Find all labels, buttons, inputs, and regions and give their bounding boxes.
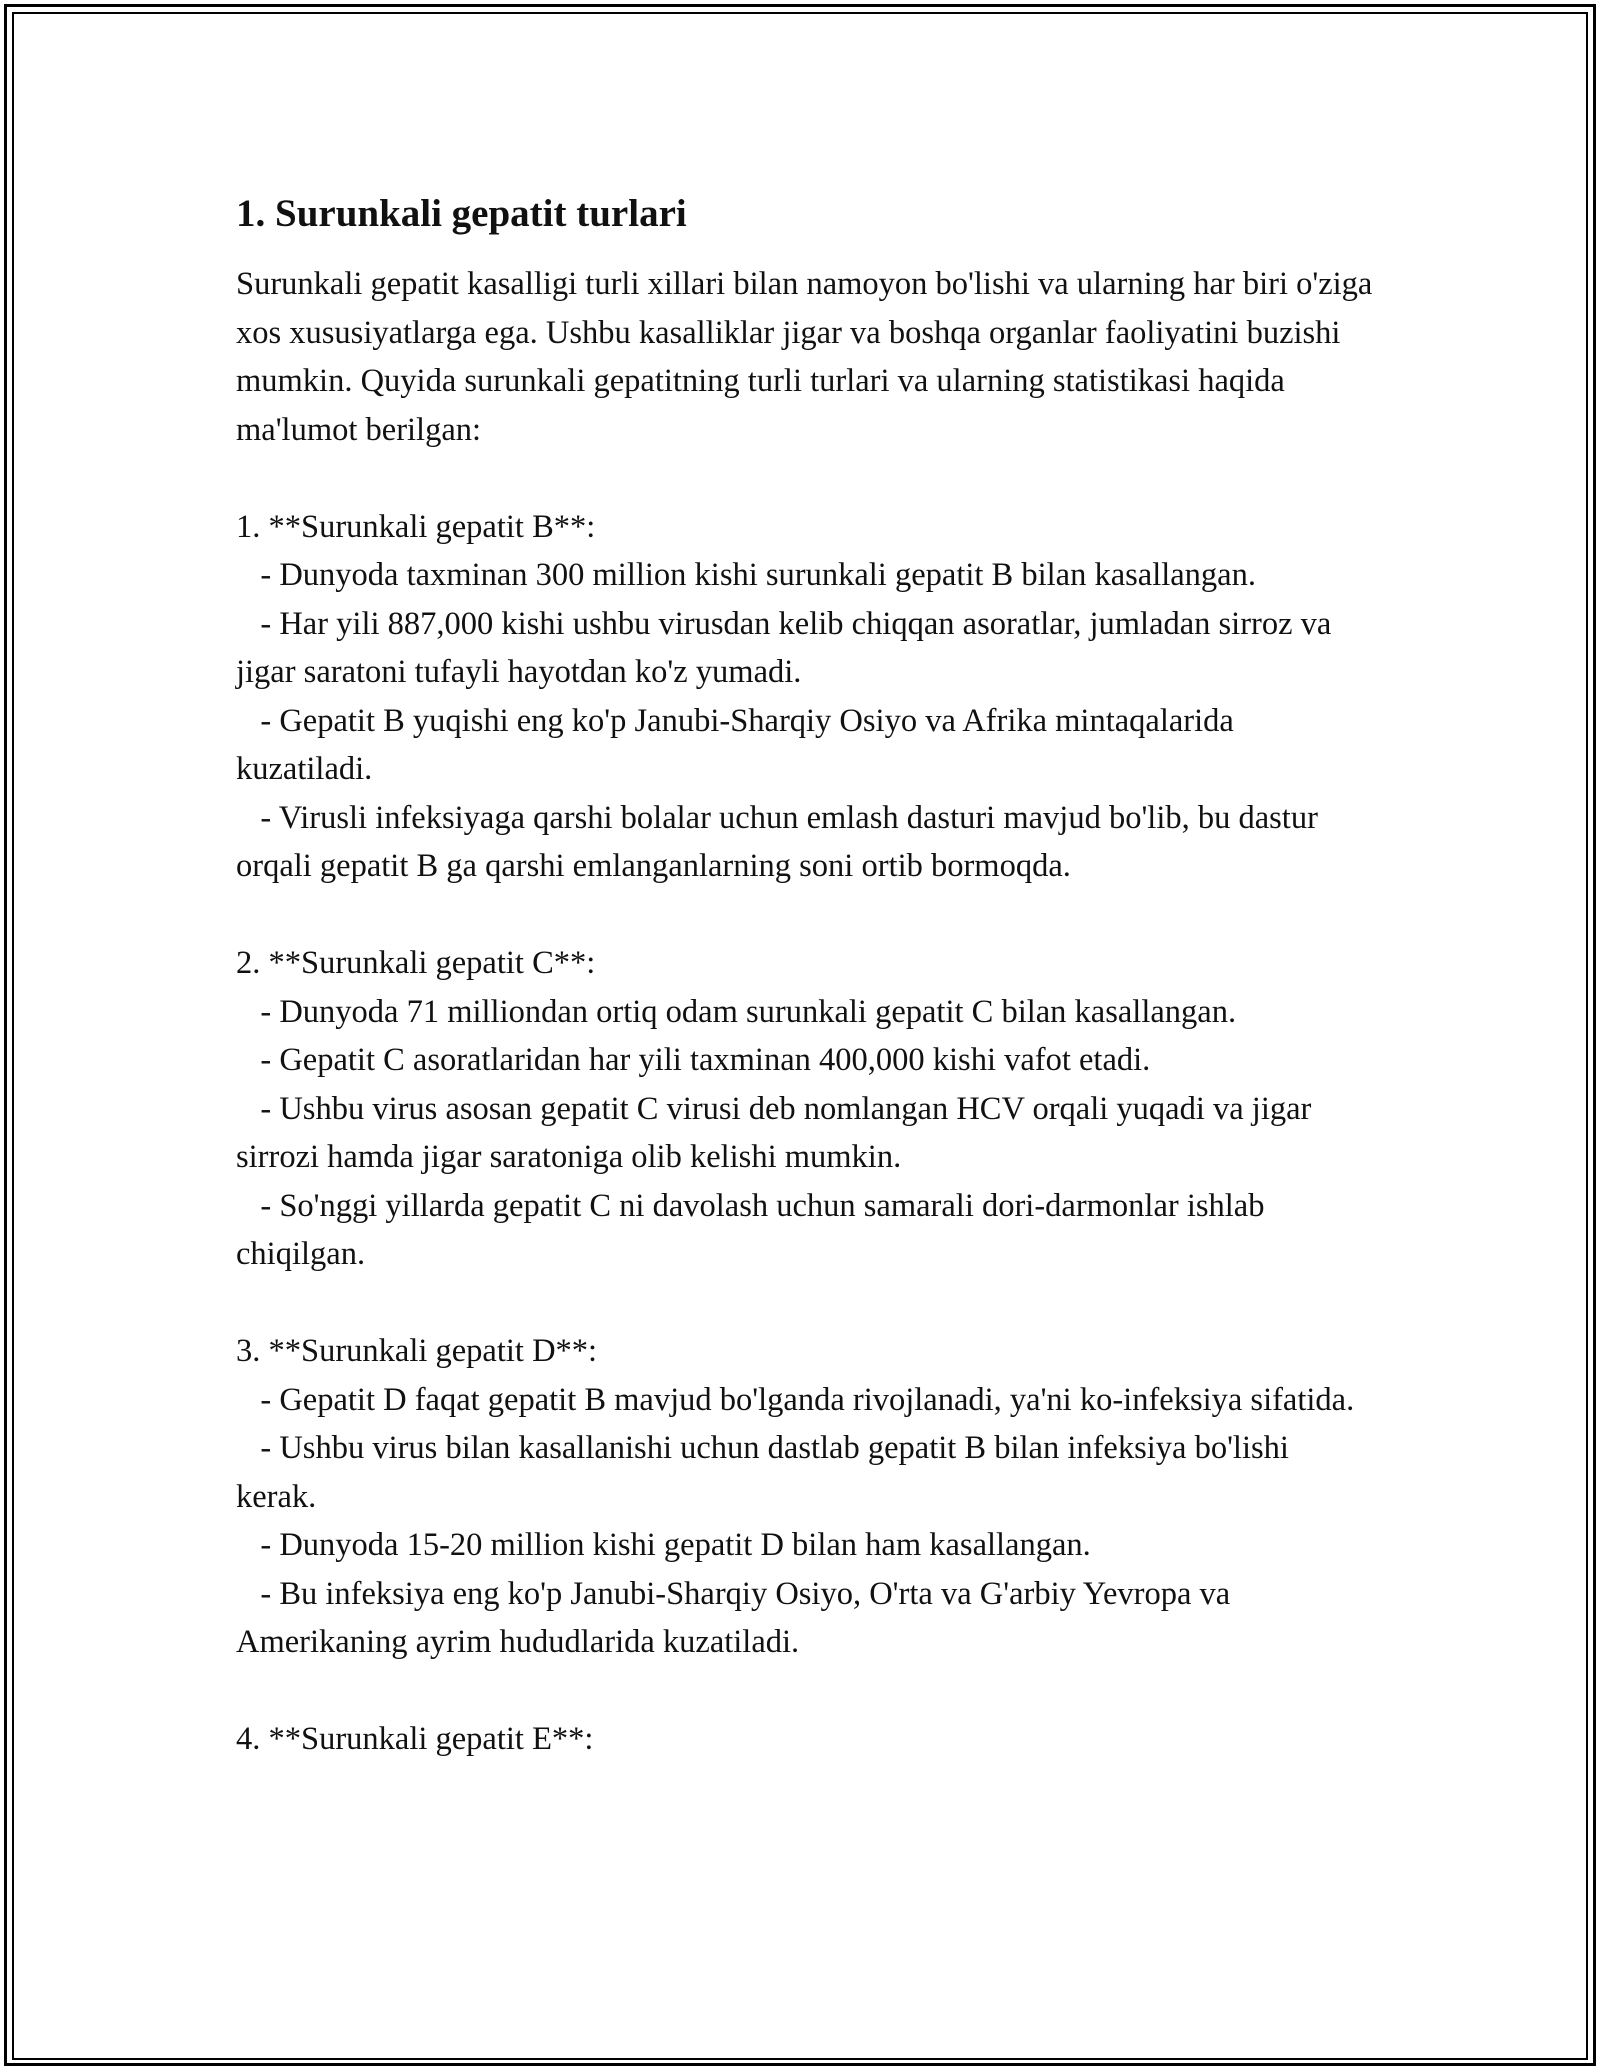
section-title: 1. **Surunkali gepatit B**: [236, 508, 596, 545]
document-page [236, 186, 1381, 1764]
section-hepatitis-d [236, 1327, 1376, 1667]
intro-paragraph: Surunkali gepatit kasalligi turli xillari bilan namoyon bo'lishi va ularning har biri o'ziga xos xususiyatlarga ega. Ushbu kasalliklar jigar va boshqa organlar faoliyatini buzishi mumkin. Quyida surunkali gepatitning turli turlari va ularning statistikasi haqida ma'lumot berilgan: [236, 266, 1381, 448]
section-hepatitis-b [236, 503, 1376, 891]
list-item: - Dunyoda 71 milliondan ortiq odam surunkali gepatit C bilan kasallangan. [236, 993, 1237, 1030]
list-item: - Har yili 887,000 kishi ushbu virusdan kelib chiqqan asoratlar, jumladan sirroz va jigar saratoni tufayli hayotdan ko'z yumadi. [236, 605, 1340, 690]
section-title: 3. **Surunkali gepatit D**: [236, 1333, 598, 1369]
list-item: - Ushbu virus asosan gepatit C virusi deb nomlangan HCV orqali yuqadi va jigar sirrozi hamda jigar saratoniga olib kelishi mumkin. [236, 1090, 1320, 1175]
list-item: - Dunyoda taxminan 300 million kishi surunkali gepatit B bilan kasallangan. [236, 557, 1256, 593]
section-title: 2. **Surunkali gepatit C**: [236, 945, 596, 981]
list-item: - Bu infeksiya eng ko'p Janubi-Sharqiy Osiyo, O'rta va G'arbiy Yevropa va Amerikaning ayrim hududlarida kuzatiladi. [236, 1575, 1237, 1660]
list-item: - Gepatit D faqat gepatit B mavjud bo'lganda rivojlanadi, ya'ni ko-infeksiya sifatida. [236, 1381, 1355, 1418]
document-heading: 1. Surunkali gepatit turlari [236, 192, 687, 235]
section-title: 4. **Surunkali gepatit E**: [236, 1721, 594, 1757]
list-item: - Ushbu virus bilan kasallanishi uchun dastlab gepatit B bilan infeksiya bo'lishi kerak. [236, 1430, 1298, 1515]
section-hepatitis-e [236, 1715, 1376, 1764]
list-item: - Gepatit B yuqishi eng ko'p Janubi-Sharqiy Osiyo va Afrika mintaqalarida kuzatiladi. [236, 702, 1242, 787]
list-item: - Virusli infeksiyaga qarshi bolalar uchun emlash dasturi mavjud bo'lib, bu dastur orqali gepatit B ga qarshi emlanganlarning soni ortib bormoqda. [236, 799, 1327, 884]
section-hepatitis-c [236, 939, 1376, 1279]
list-item: - Dunyoda 15-20 million kishi gepatit D bilan ham kasallangan. [236, 1527, 1091, 1563]
list-item: - So'nggi yillarda gepatit C ni davolash uchun samarali dori-darmonlar ishlab chiqilgan. [236, 1187, 1273, 1272]
list-item: - Gepatit C asoratlaridan har yili taxminan 400,000 kishi vafot etadi. [236, 1042, 1151, 1078]
